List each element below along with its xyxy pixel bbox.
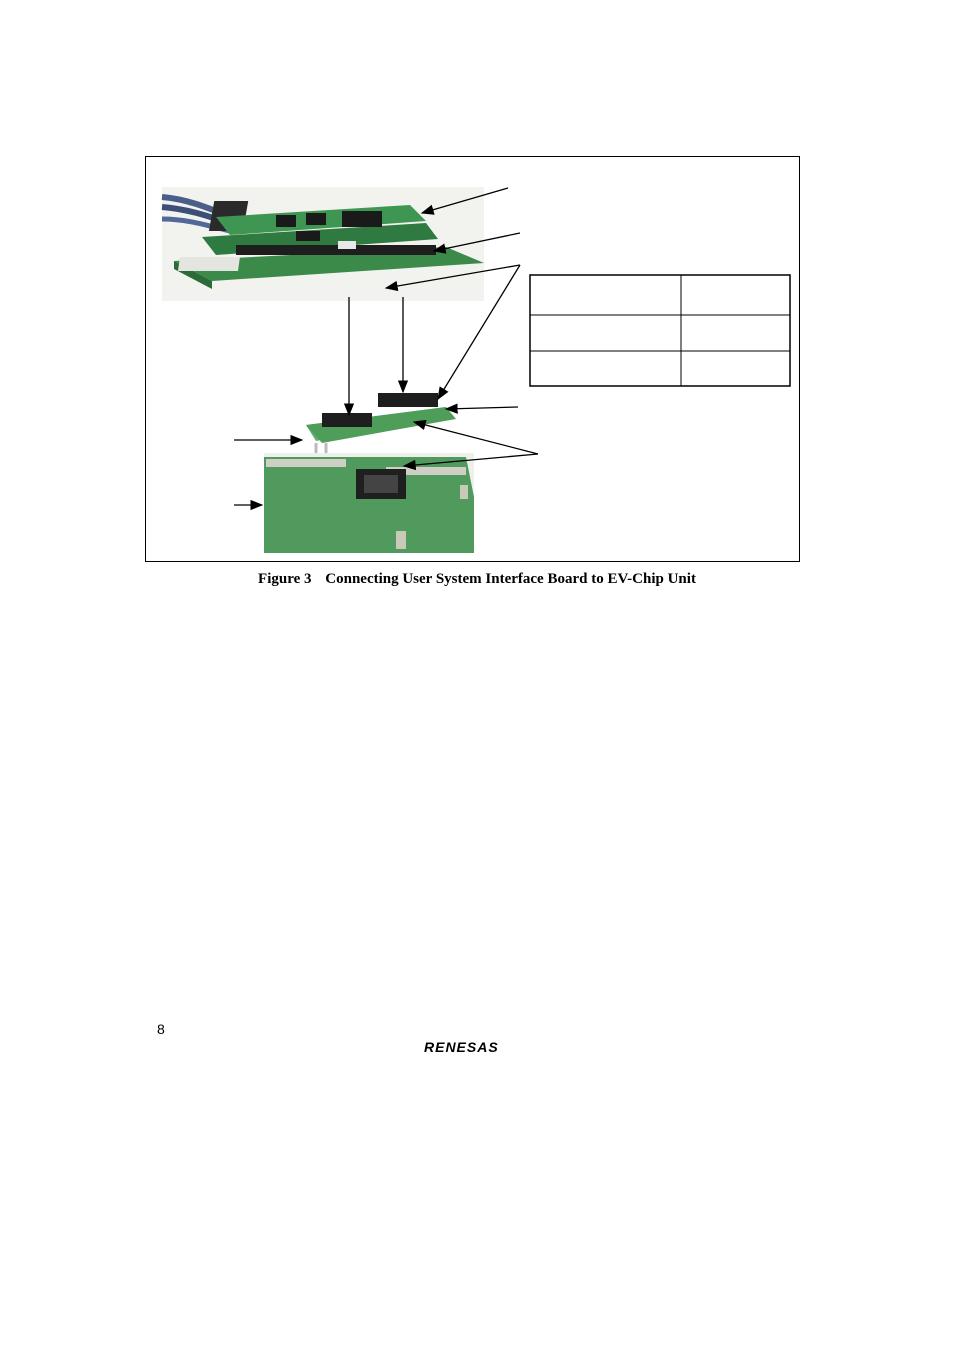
renesas-logo-text: RENESAS	[424, 1039, 499, 1055]
figure-caption-number: Figure 3	[258, 571, 312, 587]
figure-caption-text: Connecting User System Interface Board to EV-Chip Unit	[325, 571, 696, 587]
page-number: 8	[157, 1021, 165, 1037]
user-system-interface-board-photo	[306, 393, 456, 457]
figure-table	[530, 275, 790, 386]
renesas-logo	[424, 1037, 524, 1057]
figure-caption	[0, 571, 954, 588]
user-system-board-photo	[264, 453, 474, 553]
ev-chip-unit-photo	[162, 187, 484, 301]
figure-illustration	[146, 157, 801, 563]
figure-frame	[145, 156, 800, 562]
